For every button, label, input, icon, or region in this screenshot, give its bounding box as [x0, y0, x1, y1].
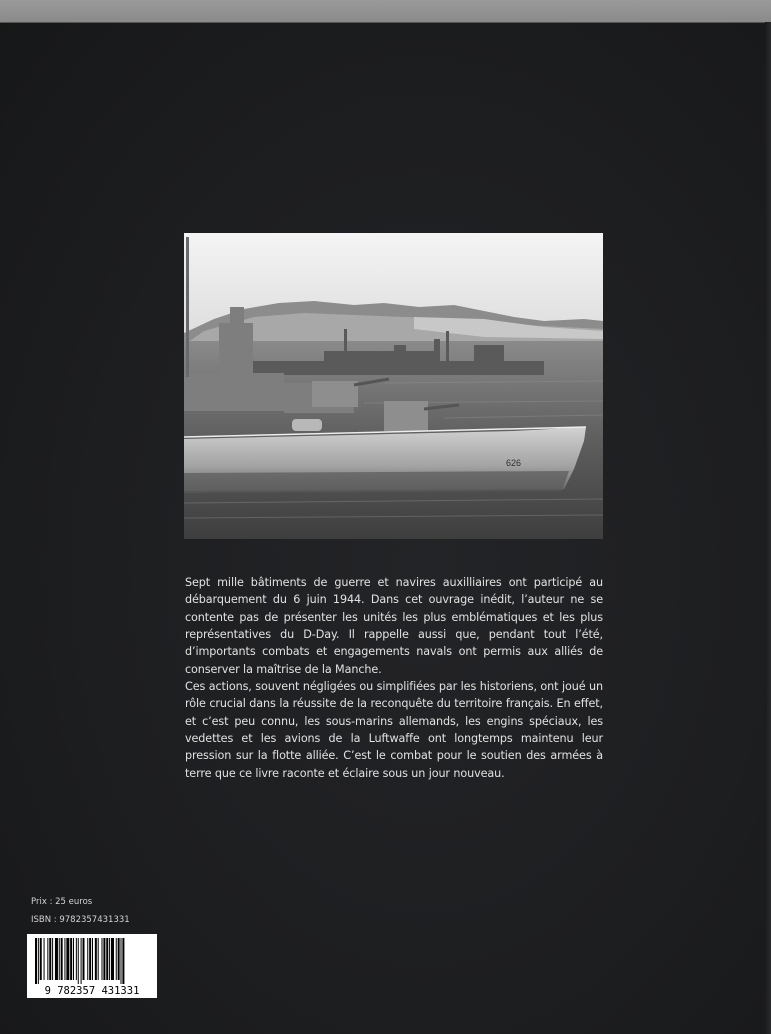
- hull-number: 626: [506, 458, 522, 468]
- blurb-paragraph-2: Ces actions, souvent négligées ou simplifiées par les historiens, ont joué un rôle crucial dans la réussite de la reconquête du territoire français. En effet, et c’est peu connu, les sous-marins allemands, les engins spéciaux, les vedettes et les avions de la Luftwaffe ont longtemps maintenu leur pression sur la flotte alliée. C’est le combat pour le soutien des armées à terre que ce livre raconte et éclaire sous un jour nouveau.: [185, 680, 603, 780]
- isbn-barcode: [27, 934, 157, 998]
- isbn-label: ISBN : 9782357431331: [31, 915, 130, 925]
- top-band: [0, 0, 771, 23]
- price-label: Prix : 25 euros: [31, 897, 93, 907]
- back-cover-blurb: [185, 574, 603, 782]
- spine-edge: [765, 22, 771, 1034]
- barcode-digits: 9 782357 431331: [44, 985, 140, 997]
- blurb-paragraph-1: Sept mille bâtiments de guerre et navires auxilliaires ont participé au débarquement du 6 juin 1944. Dans cet ouvrage inédit, l’auteur ne se contente pas de présenter les unités les plus emblématiques et les plus représentatives du D-Day. Il rappelle aussi que, pendant tout l’été, d’importants combats et engagements navals ont permis aux alliés de conserver la maîtrise de la Manche.: [185, 576, 603, 676]
- warship-photo: [184, 233, 603, 539]
